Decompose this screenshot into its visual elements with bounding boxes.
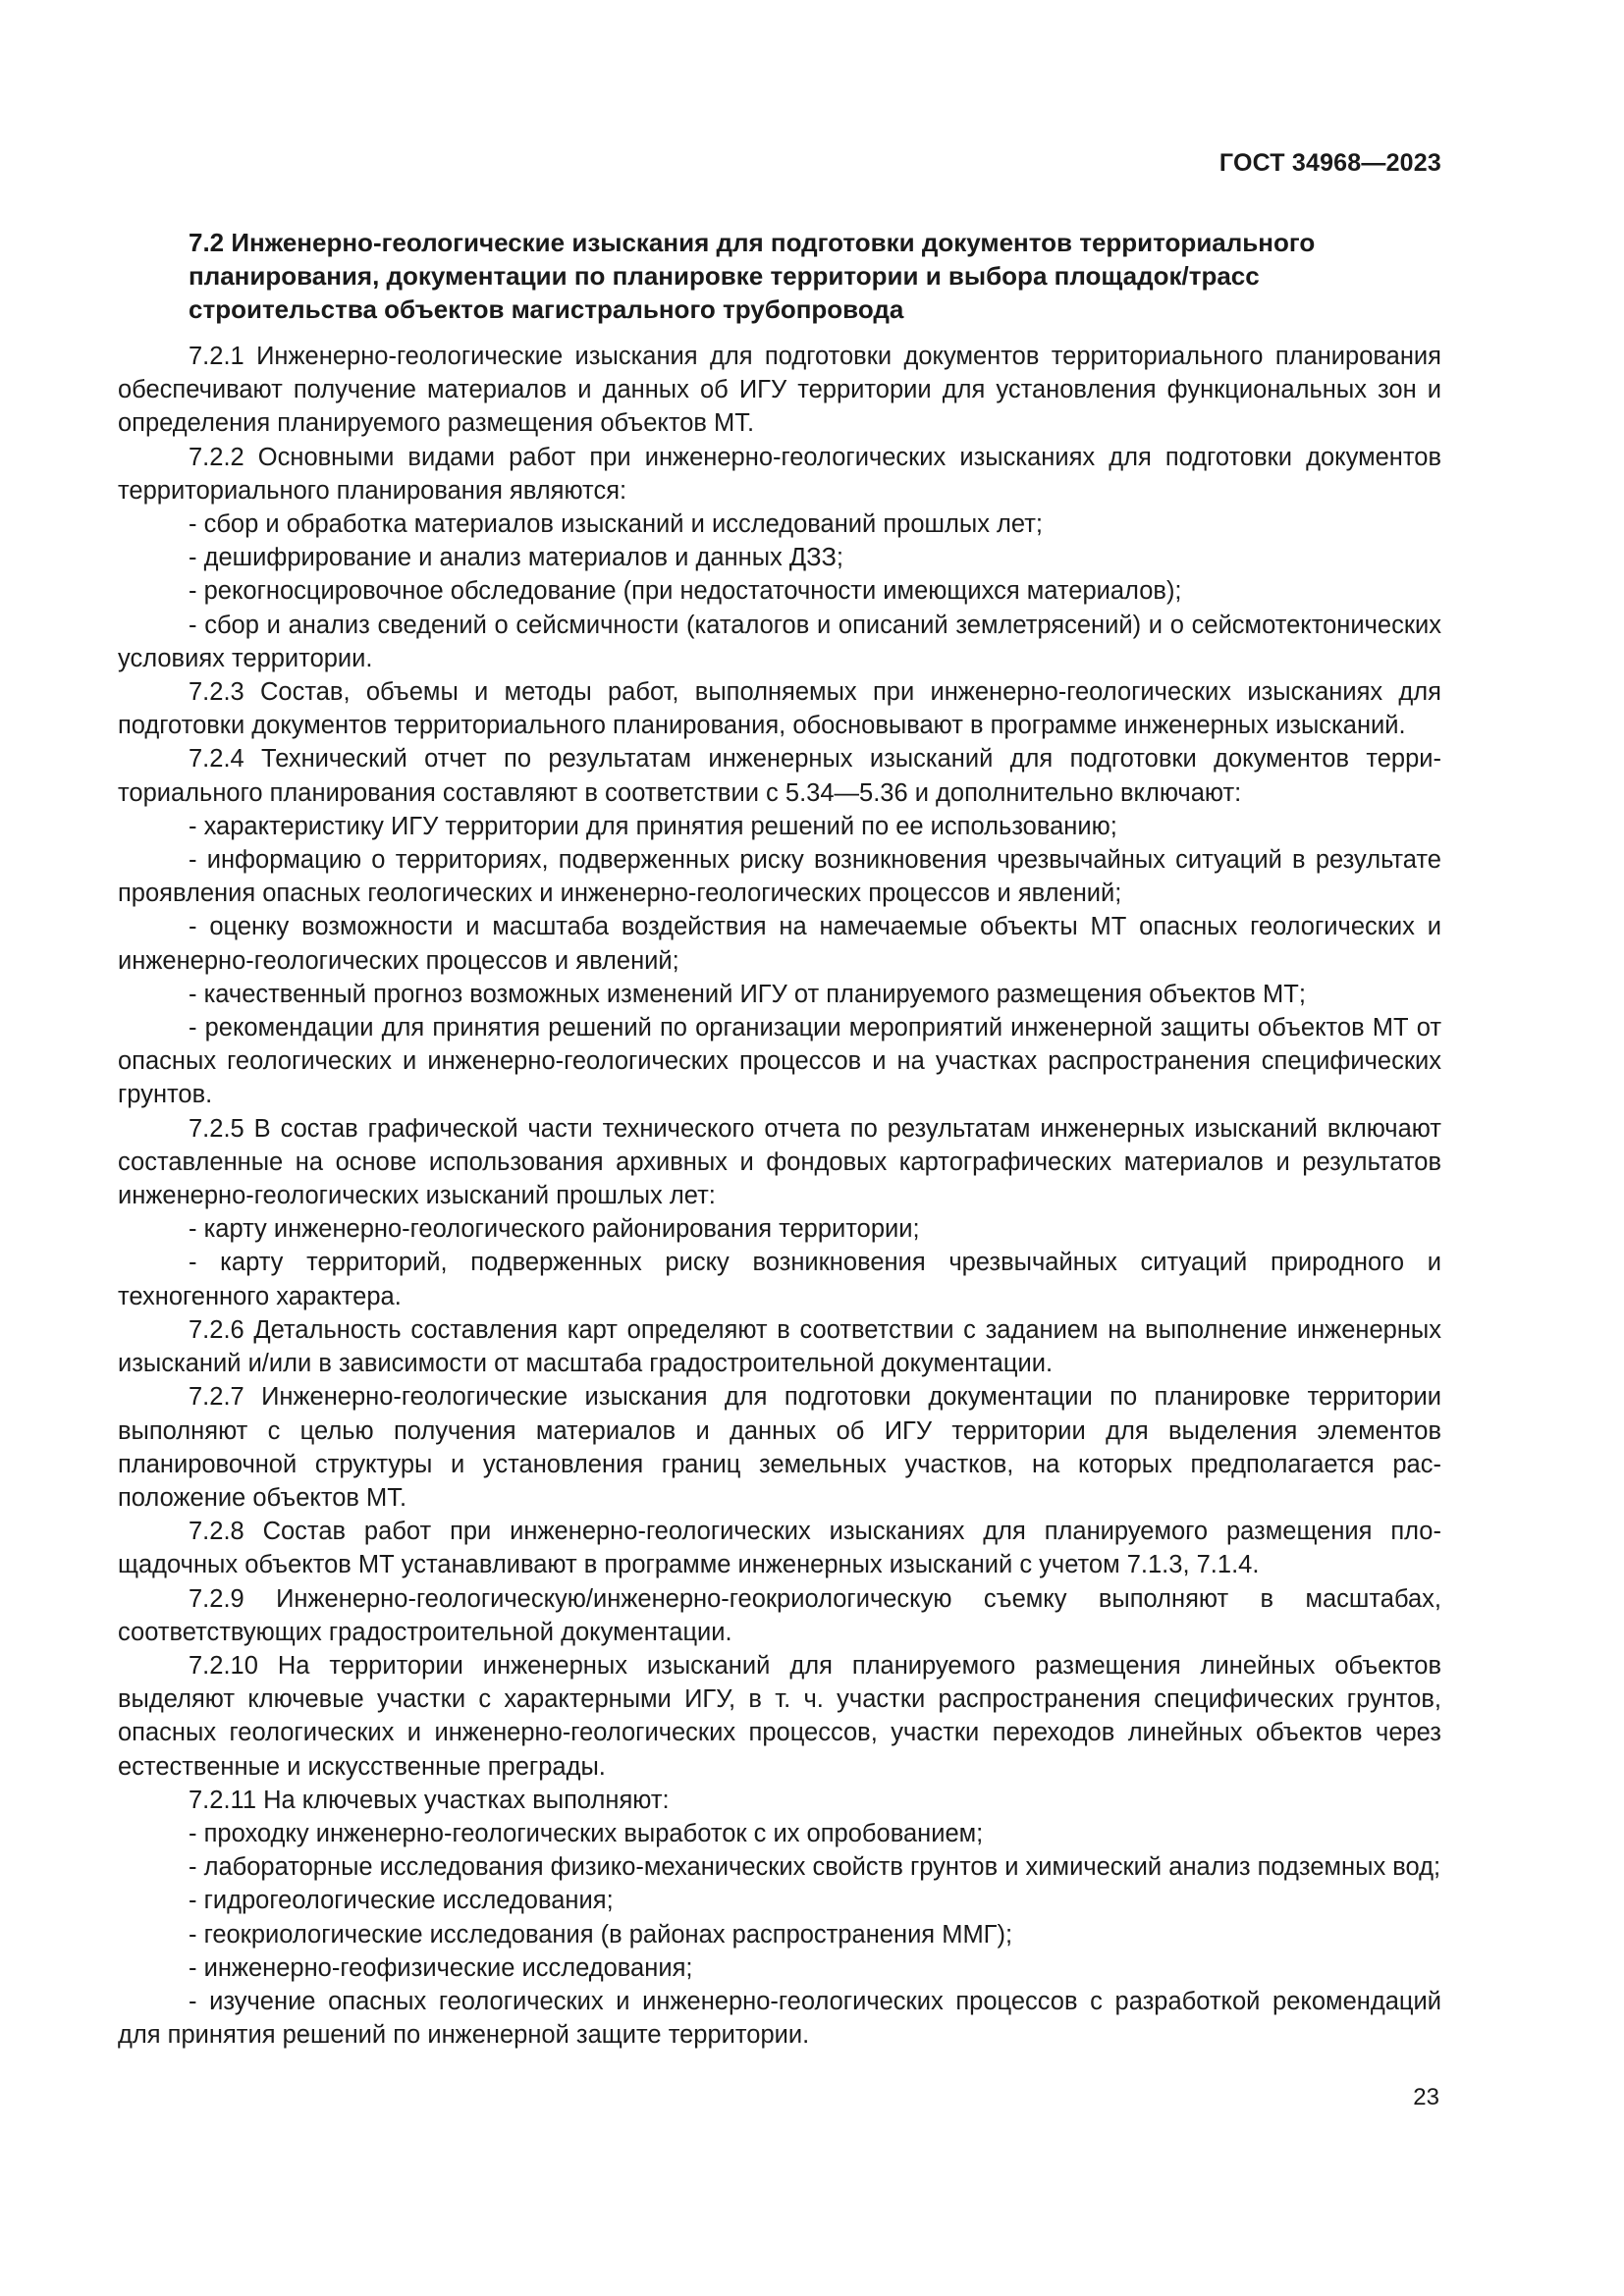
paragraph: 7.2.8 Состав работ при инженерно-геологических изысканиях для планируемого размещения площадочных объектов МТ устанавливают в программе инженерных изысканий с учетом 7.1.3, 7.1.4. — [118, 1518, 1441, 1579]
list-item: - гидрогеологические исследования; — [189, 1887, 614, 1915]
list-item: - проходку инженерно-геологических выработок с их опробованием; — [189, 1819, 984, 1847]
paragraph: 7.2.11 На ключевых участках выполняют: — [189, 1786, 670, 1814]
list-item: - рекогносцировочное обследование (при недостаточности имеющихся материалов); — [189, 577, 1182, 606]
paragraph: 7.2.5 В состав графической части технического отчета по результатам инженерных изысканий включают составленные на основе использования архивных и фондовых картографических материалов и результатов инженерно-геологических изысканий прошлых лет: — [118, 1114, 1441, 1210]
paragraph: 7.2.7 Инженерно-геологические изыскания для подготовки документации по планировке территории выполняют с целью получения материалов и данных об ИГУ территории для выделения элементов планировочной структуры и установления границ земельных участков, на которых предполагается расположение объектов МТ. — [118, 1383, 1441, 1512]
list-item: - информацию о территориях, подверженных риску возникновения чрезвычайных ситуаций в результате проявления опасных геологических и инженерно-геологических процессов и явлений; — [118, 846, 1441, 908]
list-item: - изучение опасных геологических и инженерно-геологических процессов с разработкой рекомендаций для принятия решений по инженерной защите территории. — [118, 1987, 1441, 2050]
paragraph: 7.2.9 Инженерно-геологическую/инженерно-геокриологическую съемку выполняют в масштабах, соответствующих градостроительной документации. — [118, 1584, 1441, 1646]
paragraph: 7.2.6 Детальность составления карт определяют в соответствии с заданием на выполнение инженерных изысканий и/или в зависимости от масштаба градостроительной документации. — [118, 1315, 1441, 1378]
list-item: - лабораторные исследования физико-механических свойств грунтов и химический анализ подземных вод; — [189, 1853, 1441, 1882]
list-item: - карту инженерно-геологического районирования территории; — [189, 1215, 920, 1244]
page-number: 23 — [1413, 2084, 1439, 2110]
paragraph: 7.2.1 Инженерно-геологические изыскания для подготовки документов территориального планирования обеспечивают получение материалов и данных об ИГУ территории для установления функциональных зон и определения планируемого размещения объектов МТ. — [118, 343, 1441, 438]
paragraph: 7.2.4 Технический отчет по результатам инженерных изысканий для подготовки документов территориального планирования составляют в соответствии с 5.34—5.36 и дополнительно включают: — [118, 745, 1441, 807]
list-item: - характеристику ИГУ территории для принятия решений по ее использованию; — [189, 812, 1117, 840]
document-id-header: ГОСТ 34968—2023 — [1218, 149, 1441, 177]
list-item: - инженерно-геофизические исследования; — [189, 1953, 693, 1982]
section-title: 7.2 Инженерно-геологические изыскания для подготовки документов территориального планирования, документации по планировке территории и выбора площадок/трасс строительства объектов магистрального трубопровода — [189, 228, 1316, 324]
list-item: - качественный прогноз возможных изменений ИГУ от планируемого размещения объектов МТ; — [189, 980, 1306, 1008]
list-item: - геокриологические исследования (в районах распространения ММГ); — [189, 1920, 1013, 1949]
paragraph: 7.2.2 Основными видами работ при инженерно-геологических изысканиях для подготовки документов территориального планирования являются: — [118, 443, 1441, 505]
list-item: - сбор и анализ сведений о сейсмичности (каталогов и описаний землетрясений) и о сейсмотектонических условиях территории. — [118, 611, 1441, 672]
section-body — [118, 340, 1441, 2052]
list-item: - рекомендации для принятия решений по организации мероприятий инженерной защиты объектов МТ от опасных геологических и инженерно-геологических процессов и на участках распространения специфических грунтов. — [118, 1014, 1441, 1109]
page-content — [118, 226, 1441, 2052]
list-item: - сбор и обработка материалов изысканий и исследований прошлых лет; — [189, 510, 1044, 539]
list-item: - карту территорий, подверженных риску возникновения чрезвычайных ситуаций природного и техногенного характера. — [118, 1249, 1441, 1310]
paragraph: 7.2.10 На территории инженерных изысканий для планируемого размещения линейных объектов выделяют ключевые участки с характерными ИГУ, в т. ч. участки распространения специфических грунтов, опасных геологических и инженерно-геологических процессов, участки переходов линейных объектов через естественные и искусственные преграды. — [118, 1651, 1441, 1781]
list-item: - дешифрирование и анализ материалов и данных ДЗЗ; — [189, 544, 844, 572]
paragraph: 7.2.3 Состав, объемы и методы работ, выполняемых при инженерно-геологических изысканиях для подготовки документов территориального планирования, обосновывают в программе инженерных изысканий. — [118, 678, 1441, 740]
list-item: - оценку возможности и масштаба воздействия на намечаемые объекты МТ опасных геологических и инженерно-геологических процессов и явлений; — [118, 913, 1441, 975]
